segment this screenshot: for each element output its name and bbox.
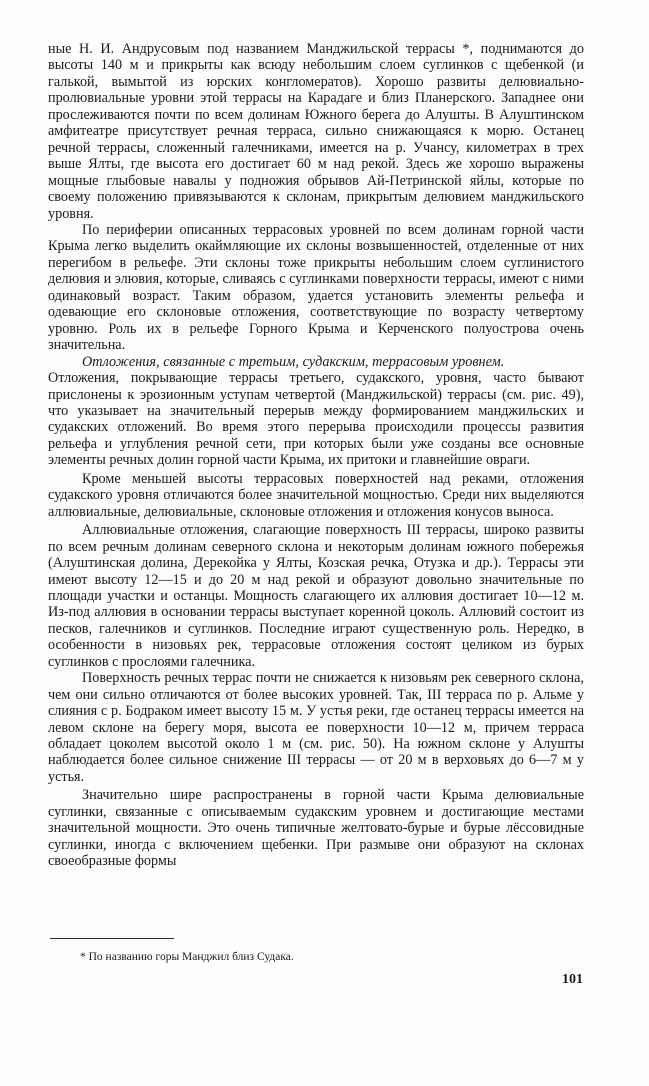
paragraph-6: Поверхность речных террас почти не снижается к низовьям рек северного склона, чем они сильно отличаются от более высоких уровней. Так, III терраса по р. Альме у слияния с р. Бодраком имеет высоту 15 м. У устья реки, где останец террасы имеется на левом склоне на берегу моря, высота ее поверхности 10—12 м, причем терраса обладает цоколем высотой около 1 м (см. рис. 50). На южном склоне у Алушты наблюдается более сильное снижение III террасы — от 20 м в верховьях до 6—7 м у устья.	[48, 670, 584, 785]
paragraph-7: Значительно шире распространены в горной части Крыма делювиальные суглинки, связанные с описываемым судакским уровнем и достигающие местами значительной мощности. Это очень типичные желтовато-бурые и бурые лёссовидные суглинки, иногда с включением щебенки. При размыве они образуют на склонах своеобразные формы	[48, 787, 584, 870]
body-text	[48, 41, 584, 870]
footnote: * По названию горы Манджил близ Судака.	[80, 951, 294, 963]
paragraph-4: Кроме меньшей высоты террасовых поверхностей над реками, отложения судакского уровня отличаются более значительной мощностью. Среди них выделяются аллювиальные, делювиальные, склоновые отложения и отложения конусов выноса.	[48, 470, 584, 520]
paragraph-3: Отложения, покрывающие террасы третьего, судакского, уровня, часто бывают прислонены к эрозионным уступам четвертой (Манджильской) террасы (см. рис. 49), что указывает на значительный перерыв между формированием манджильских и судакских отложений. Во время этого перерыва происходили процессы развития рельефа и углубления речной сети, при которых были уже созданы все основные элементы речных долин горной части Крыма, их притоки и главнейшие овраги.	[48, 370, 584, 469]
page-number: 101	[562, 972, 583, 987]
paragraph-5: Аллювиальные отложения, слагающие поверхность III террасы, широко развиты по всем речным долинам северного склона и некоторым долинам южного побережья (Алуштинская долина, Дерекойка у Ялты, Козская речка, Отузка и др.). Террасы эти имеют высоту 12—15 и до 20 м над рекой и образуют довольно значительные по площади участки и останцы. Мощность слагающего их аллювия достигает 10—12 м. Из-под аллювия в основании террасы выступает коренной цоколь. Аллювий состоит из песков, галечников и суглинков. Последние играют существенную роль. Нередко, в особенности в низовьях рек, террасовые отложения состоят целиком из бурых суглинков с прослоями галечника.	[48, 522, 584, 670]
paragraph-2: По периферии описанных террасовых уровней по всем долинам горной части Крыма легко выделить окаймляющие их склоны возвышенностей, отделенные от них перегибом в рельефе. Эти склоны тоже прикрыты небольшим слоем суглинистого делювия и элювия, которые, сливаясь с суглинками поверхности террасы, имеют с ними одинаковый возраст. Таким образом, удается установить элементы рельефа и одевающие его склоновые отложения, соответствующие по возрасту четвертому уровню. Роль их в рельефе Горного Крыма и Керченского полуострова очень значительна.	[48, 221, 584, 354]
footnote-divider	[50, 938, 174, 939]
paragraph-1: ные Н. И. Андрусовым под названием Манджильской террасы *, поднимаются до высоты 140 м и прикрыты как всюду небольшим слоем суглинков с щебенкой (и галькой, вымытой из юрских конгломератов). Хорошо развиты делювиально-пролювиальные уровни этой террасы на Карадаге и близ Планерского. Западнее они прослеживаются почти по всем долинам Южного берега до Алушты. В Алуштинском амфитеатре присутствует речная терраса, сильно снижающаяся к морю. Останец речной террасы, сложенный галечниками, имеется на р. Учансу, километрах в трех выше Ялты, где высота его достигает 60 м над рекой. Здесь же хорошо выражены мощные глыбовые навалы у подножия обрывов Ай-Петринской яйлы, которые по своему положению привязываются к склонам, прикрытым делювием манджильского уровня.	[48, 41, 584, 222]
section-heading: Отложения, связанные с третьим, судакским, террасовым уровнем.	[82, 353, 505, 370]
